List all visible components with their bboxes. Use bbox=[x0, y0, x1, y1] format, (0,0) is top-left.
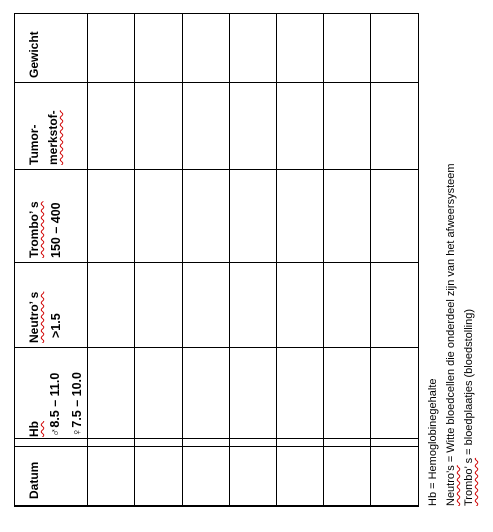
column-header-hb: Hb bbox=[27, 421, 41, 437]
hb-male-range: ♂8.5 – 11.0 bbox=[48, 372, 62, 437]
grid-line bbox=[87, 13, 88, 506]
hb-female-range: ♀7.5 – 10.0 bbox=[70, 372, 84, 437]
grid-line bbox=[14, 446, 419, 447]
grid-line bbox=[14, 505, 419, 507]
grid-line bbox=[276, 13, 277, 506]
column-header-tumor-line2: merkstof- bbox=[46, 110, 60, 165]
legend-trombo-term: Trombo’ s bbox=[463, 457, 475, 506]
column-header-datum: Datum bbox=[27, 461, 41, 499]
column-header-tumor-line1: Tumor- bbox=[27, 124, 41, 165]
legend-trombo-definition: = bloedplaatjes (bloedstolling) bbox=[463, 309, 475, 458]
column-header-trombo: Trombo’ s bbox=[27, 201, 41, 258]
legend-trombo bbox=[464, 309, 475, 506]
column-header-neutro: Neutro’ s bbox=[27, 291, 41, 343]
legend-neutro bbox=[446, 163, 457, 506]
grid-line bbox=[14, 262, 419, 263]
grid-line bbox=[14, 13, 419, 14]
grid-line bbox=[418, 13, 419, 506]
legend-neutro-term: Neutro’s bbox=[445, 465, 457, 506]
grid-line bbox=[14, 438, 419, 439]
grid-line bbox=[14, 82, 419, 83]
grid-line bbox=[370, 13, 371, 506]
grid-line bbox=[134, 13, 135, 506]
trombo-range: 150 – 400 bbox=[49, 202, 63, 258]
grid-line bbox=[14, 347, 419, 348]
neutro-range: >1.5 bbox=[49, 313, 63, 338]
grid-line bbox=[323, 13, 324, 506]
legend-hb bbox=[428, 378, 439, 506]
grid-line bbox=[14, 169, 419, 170]
grid-line bbox=[182, 13, 183, 506]
legend-neutro-definition: = Witte bloedcellen die onderdeel zijn van het afweersysteem bbox=[445, 163, 457, 466]
grid-line bbox=[229, 13, 230, 506]
column-header-gewicht: Gewicht bbox=[27, 31, 41, 78]
legend-hb-definition: = Hemoglobinegehalte bbox=[427, 378, 439, 492]
legend-hb-term: Hb bbox=[427, 491, 439, 506]
grid-line bbox=[14, 13, 15, 506]
